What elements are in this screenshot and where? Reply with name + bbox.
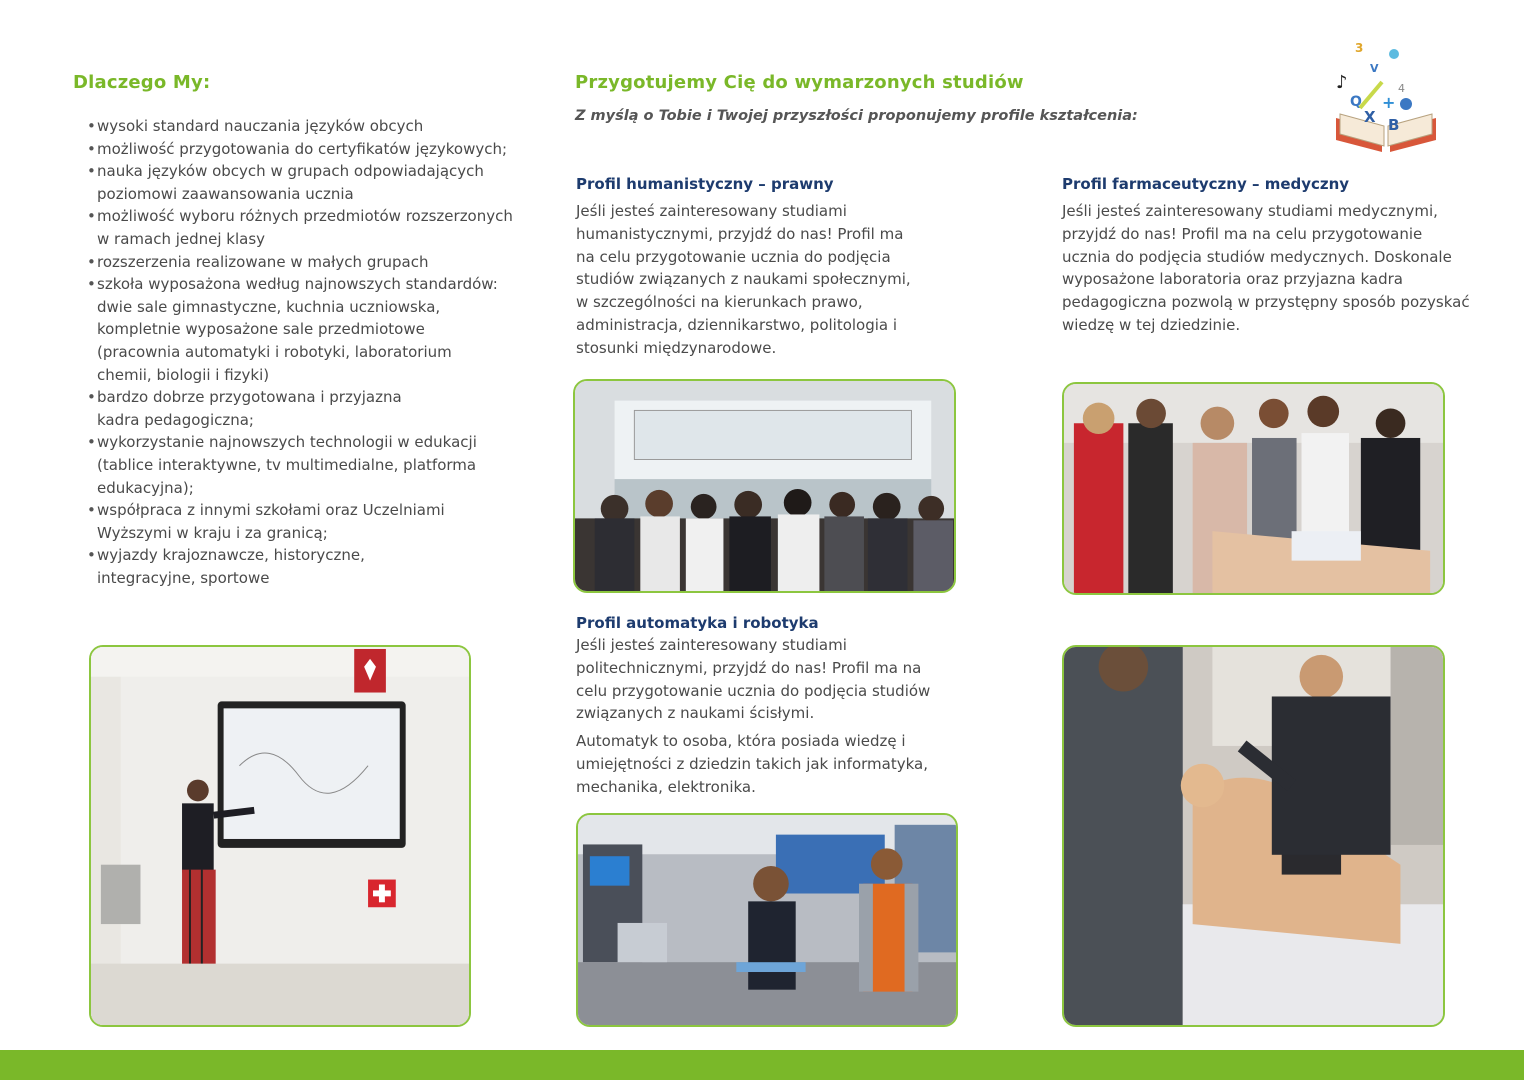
profile-pharma-title: Profil farmaceutyczny – medyczny (1062, 175, 1350, 193)
main-heading: Przygotujemy Cię do wymarzonych studiów (575, 72, 1024, 93)
students-at-window-photo (573, 379, 956, 593)
automation-lab-photo (576, 813, 958, 1027)
list-item: • współpraca z innymi szkołami oraz Uczelniami Wyższymi w kraju i za granicą; (87, 499, 467, 544)
list-item: • szkoła wyposażona według najnowszych standardów: dwie sale gimnastyczne, kuchnia uczniowska, kompletnie wyposażone sale przedmiotowe (pracownia automatyki i robotyki, laboratorium chemii, biologii i fizyki) (87, 273, 507, 386)
list-item: • możliwość wyboru różnych przedmiotów rozszerzonych w ramach jednej klasy (87, 205, 527, 250)
svg-text:♪: ♪ (1336, 72, 1348, 93)
cpr-training-photo (1062, 645, 1445, 1027)
medical-students-photo (1062, 382, 1445, 595)
interactive-board-photo (89, 645, 471, 1027)
profile-automation-text-2: Automatyk to osoba, która posiada wiedzę i umiejętności z dziedzin takich jak informatyka, mechanika, elektronika. (576, 732, 928, 796)
book-with-letters-icon (1330, 38, 1442, 158)
list-item: • wykorzystanie najnowszych technologii w edukacji (tablice interaktywne, tv multimedialne, platforma edukacyjna); (87, 431, 482, 499)
svg-text:+: + (1382, 93, 1396, 112)
svg-text:B: B (1388, 116, 1400, 134)
svg-text:V: V (1370, 62, 1379, 75)
why-us-heading: Dlaczego My: (73, 72, 211, 93)
intro-text: Z myślą o Tobie i Twojej przyszłości proponujemy profile kształcenia: (575, 108, 1138, 124)
why-us-list (87, 115, 527, 589)
list-item: • wysoki standard nauczania języków obcych (87, 115, 527, 138)
list-item: • możliwość przygotowania do certyfikatów językowych; (87, 138, 527, 161)
svg-text:4: 4 (1398, 82, 1405, 95)
list-item: • rozszerzenia realizowane w małych grupach (87, 251, 527, 274)
svg-text:Q: Q (1350, 94, 1362, 110)
list-item: • nauka języków obcych w grupach odpowiadających poziomowi zaawansowania ucznia (87, 160, 507, 205)
profile-humanistic-title: Profil humanistyczny – prawny (576, 175, 834, 193)
list-item: • wyjazdy krajoznawcze, historyczne, integracyjne, sportowe (87, 544, 377, 589)
profile-humanistic-text: Jeśli jesteś zainteresowany studiami humanistycznymi, przyjdź do nas! Profil ma na celu przygotowanie ucznia do podjęcia studiów związanych z naukami społecznymi, w szczególności na kierunkach prawo, administracja, dziennikarstwo, politologia i stosunki międzynarodowe. (576, 202, 911, 357)
profile-automation-title: Profil automatyka i robotyka (576, 614, 819, 632)
footer-bar (0, 1050, 1524, 1080)
profile-automation-text: Jeśli jesteś zainteresowany studiami politechnicznymi, przyjdź do nas! Profil ma na celu przygotowanie ucznia do podjęcia studiów związanych z naukami ścisłymi. (576, 636, 931, 723)
profile-pharma-text: Jeśli jesteś zainteresowany studiami medycznymi, przyjdź do nas! Profil ma na celu przygotowanie ucznia do podjęcia studiów medycznych. Doskonale wyposażone laboratoria oraz przyjazna kadra pedagogiczna pozwolą w przystępny sposób pozyskać wiedzę w tej dziedzinie. (1062, 202, 1470, 334)
svg-text:X: X (1364, 108, 1376, 126)
list-item: • bardzo dobrze przygotowana i przyjazna kadra pedagogiczna; (87, 386, 407, 431)
svg-text:3: 3 (1355, 41, 1364, 55)
